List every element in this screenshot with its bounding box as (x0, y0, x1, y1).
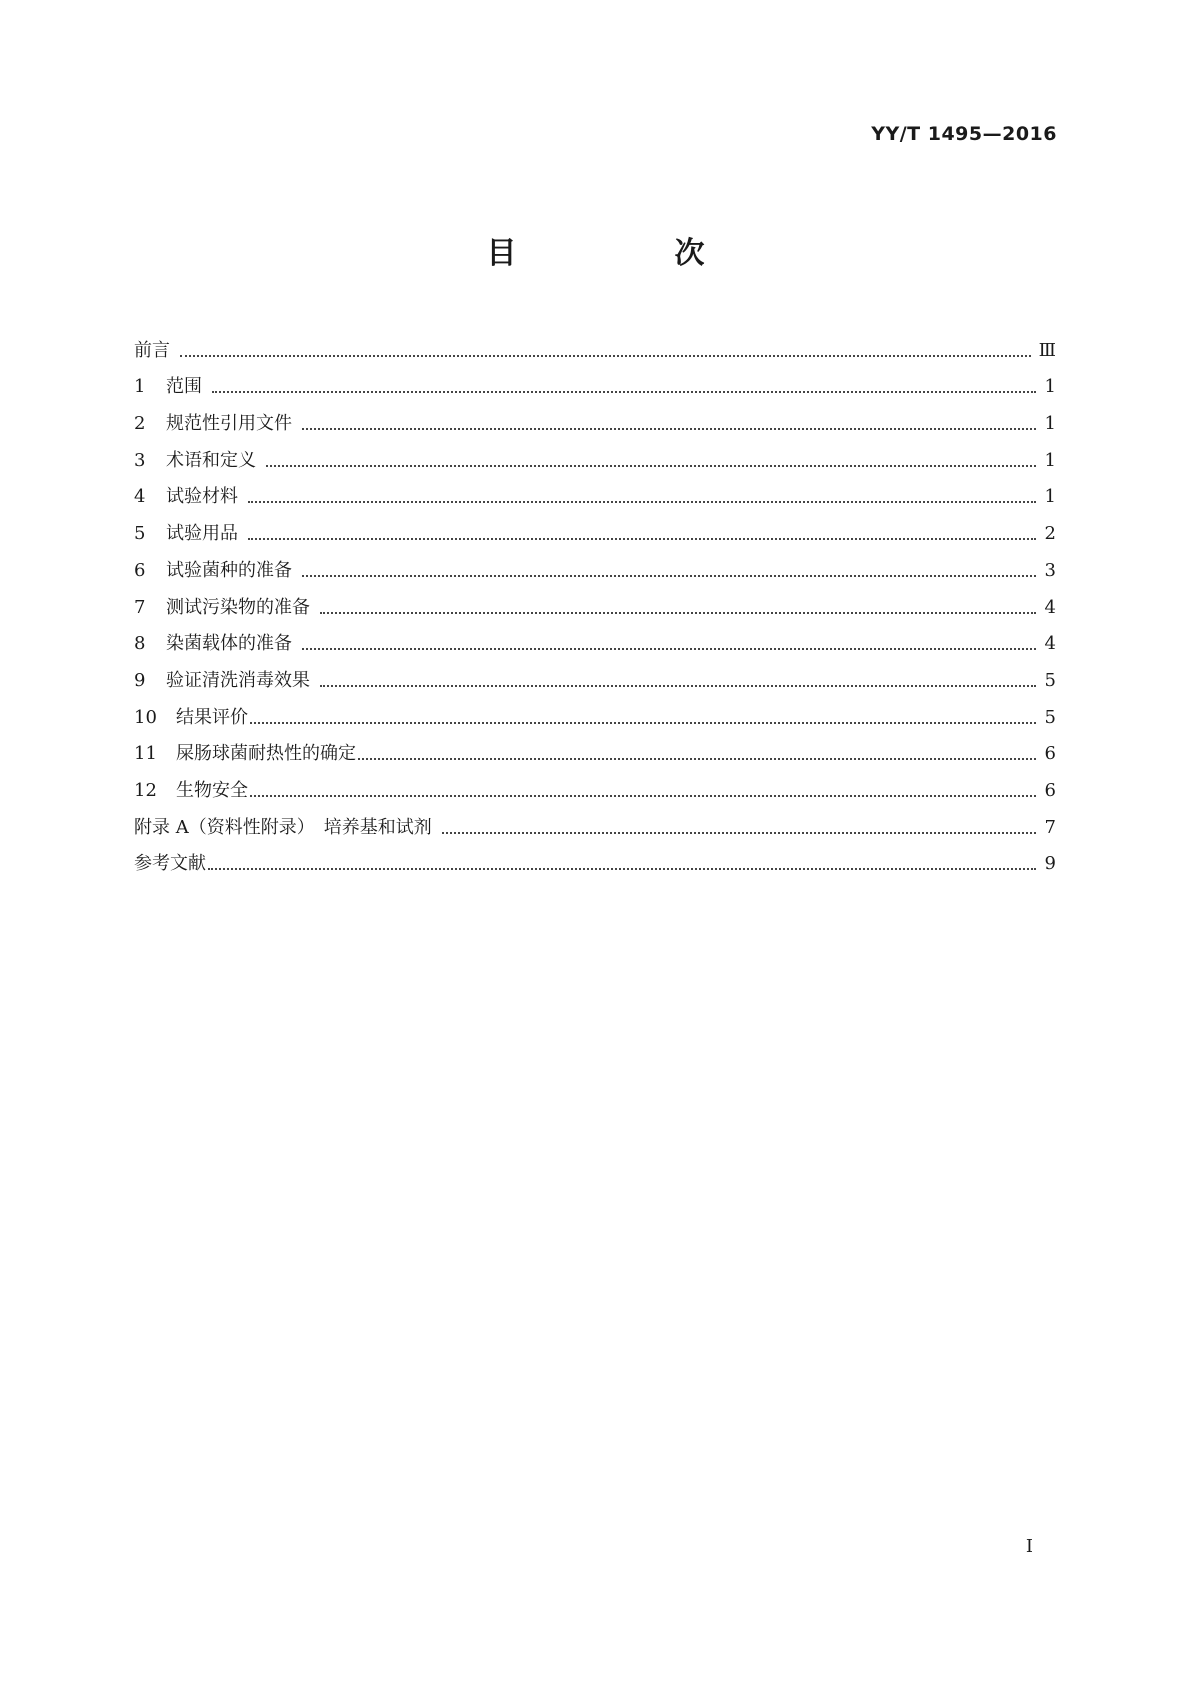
toc-leader-dots (250, 721, 1036, 724)
toc-entry-2[interactable] (134, 399, 1056, 436)
standard-code: YY/T 1495—2016 (871, 123, 1057, 145)
toc-entry-number: 1 (134, 376, 146, 398)
toc-entry-label: 测试污染物的准备 (166, 596, 310, 618)
toc-leader-dots (302, 427, 1036, 430)
toc-entry-number: 9 (134, 669, 146, 691)
toc-entry-page: 3 (1044, 559, 1056, 581)
toc-entry-bibliography[interactable] (134, 840, 1056, 877)
toc-entry-8[interactable] (134, 620, 1056, 657)
toc-entry-page: 5 (1044, 706, 1056, 728)
toc-entry-label: 生物安全 (176, 779, 248, 801)
toc-leader-dots (358, 757, 1036, 760)
toc-entry-number: 7 (134, 596, 146, 618)
toc-entry-label: 附录 A（资料性附录） 培养基和试剂 (134, 816, 432, 838)
toc-entry-number: 12 (134, 779, 157, 801)
toc-entry-page: 1 (1044, 413, 1056, 435)
toc-leader-dots (266, 464, 1036, 467)
toc-entry-label: 前言 (134, 339, 170, 361)
toc-entry-page: 1 (1044, 376, 1056, 398)
toc-entry-label: 参考文献 (134, 853, 206, 875)
toc-entry-number: 2 (134, 413, 146, 435)
page-number: I (1025, 1536, 1033, 1557)
toc-entry-3[interactable] (134, 436, 1056, 473)
toc-entry-label: 结果评价 (176, 706, 248, 728)
toc-leader-dots (248, 537, 1036, 540)
toc-entry-label: 规范性引用文件 (166, 413, 292, 435)
toc-entry-number: 3 (134, 449, 146, 471)
toc-entry-9[interactable] (134, 656, 1056, 693)
toc-entry-foreword[interactable] (134, 326, 1056, 363)
toc-entry-number: 8 (134, 633, 146, 655)
toc-entry-number: 4 (134, 486, 146, 508)
toc-leader-dots (248, 500, 1036, 503)
toc-entry-label: 术语和定义 (166, 449, 256, 471)
toc-leader-dots (302, 574, 1036, 577)
toc-entry-number: 5 (134, 523, 146, 545)
toc-entry-7[interactable] (134, 583, 1056, 620)
toc-entry-6[interactable] (134, 546, 1056, 583)
toc-entry-page: 5 (1044, 669, 1056, 691)
toc-entry-number: 6 (134, 559, 146, 581)
toc-entry-number: 10 (134, 706, 157, 728)
toc-leader-dots (320, 684, 1036, 687)
toc-entry-label: 试验材料 (166, 486, 238, 508)
toc-entry-page: 1 (1044, 449, 1056, 471)
toc-leader-dots (442, 831, 1036, 834)
toc-entry-annex-a[interactable] (134, 803, 1056, 840)
toc-entry-5[interactable] (134, 509, 1056, 546)
toc-entry-page: 6 (1044, 779, 1056, 801)
toc-leader-dots (302, 647, 1036, 650)
toc-leader-dots (320, 611, 1036, 614)
toc-entry-10[interactable] (134, 693, 1056, 730)
toc-entry-label: 验证清洗消毒效果 (166, 669, 310, 691)
toc-entry-page: 1 (1044, 486, 1056, 508)
toc-leader-dots (250, 794, 1036, 797)
table-of-contents (134, 326, 1056, 876)
toc-entry-page: 4 (1044, 633, 1056, 655)
toc-entry-4[interactable] (134, 473, 1056, 510)
toc-entry-page: 4 (1044, 596, 1056, 618)
toc-entry-label: 试验用品 (166, 523, 238, 545)
toc-entry-page: 2 (1044, 523, 1056, 545)
toc-entry-page: 7 (1044, 816, 1056, 838)
toc-title: 目 次 (486, 236, 769, 271)
toc-entry-number: 11 (134, 743, 157, 765)
toc-entry-page: Ⅲ (1038, 339, 1056, 361)
toc-entry-label: 染菌载体的准备 (166, 633, 292, 655)
toc-leader-dots (180, 354, 1031, 357)
toc-entry-label: 范围 (166, 376, 202, 398)
toc-leader-dots (212, 390, 1036, 393)
toc-entry-12[interactable] (134, 766, 1056, 803)
toc-entry-11[interactable] (134, 730, 1056, 767)
toc-entry-page: 9 (1044, 853, 1056, 875)
toc-entry-label: 屎肠球菌耐热性的确定 (176, 743, 356, 765)
toc-leader-dots (208, 867, 1036, 870)
toc-entry-label: 试验菌种的准备 (166, 559, 292, 581)
toc-entry-page: 6 (1044, 743, 1056, 765)
toc-entry-1[interactable] (134, 363, 1056, 400)
